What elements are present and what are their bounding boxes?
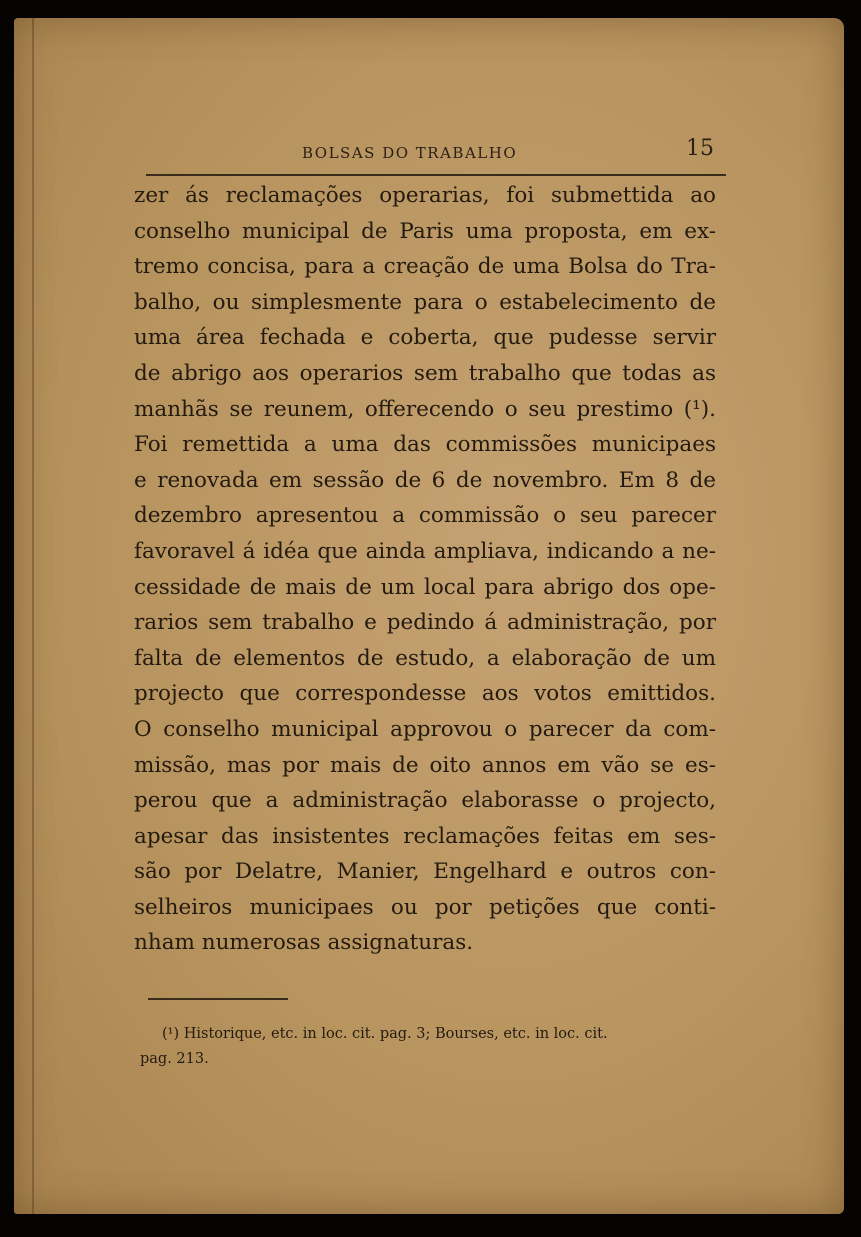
text-line: balho, ou simplesmente para o estabelecimento de	[134, 289, 716, 315]
text-line: de abrigo aos operarios sem trabalho que todas as	[134, 360, 716, 386]
footnote-line: pag. 213.	[140, 1051, 209, 1067]
text-line: projecto que correspondesse aos votos emittidos.	[134, 681, 716, 707]
text-line: tremo concisa, para a creação de uma Bolsa do Tra-	[134, 254, 716, 280]
text-line: apesar das insistentes reclamações feitas em ses-	[134, 823, 716, 849]
footnote	[140, 1022, 720, 1072]
text-line: nham numerosas assignaturas.	[134, 930, 474, 956]
text-line: e renovada em sessão de 6 de novembro. Em 8 de	[134, 467, 716, 493]
text-line: são por Delatre, Manier, Engelhard e outros con-	[134, 859, 716, 885]
text-line: O conselho municipal approvou o parecer da com-	[134, 716, 716, 742]
text-line: cessidade de mais de um local para abrigo dos ope-	[134, 574, 716, 600]
text-line: dezembro apresentou a commissão o seu parecer	[134, 503, 716, 529]
footnote-rule	[148, 998, 288, 1000]
text-line: missão, mas por mais de oito annos em vão se es-	[134, 752, 716, 778]
header-rule	[146, 174, 726, 176]
footnote-line: (¹) Historique, etc. in loc. cit. pag. 3; Bourses, etc. in loc. cit.	[162, 1026, 608, 1042]
text-line: zer ás reclamações operarias, foi submettida ao	[134, 183, 716, 208]
text-line: uma área fechada e coberta, que pudesse servir	[134, 325, 716, 351]
page-number: 15	[686, 136, 714, 161]
text-line: favoravel á idéa que ainda ampliava, indicando a ne-	[134, 538, 716, 564]
text-line: falta de elementos de estudo, a elaboração de um	[134, 645, 716, 671]
text-line: perou que a administração elaborasse o projecto,	[134, 788, 716, 814]
running-title: BOLSAS DO TRABALHO	[302, 144, 518, 162]
text-line: rarios sem trabalho e pedindo á administração, por	[134, 610, 716, 636]
page-header	[134, 134, 724, 174]
text-line: Foi remettida a uma das commissões municipaes	[134, 432, 716, 458]
body-text	[134, 178, 716, 961]
text-line: manhãs se reunem, offerecendo o seu prestimo (¹).	[134, 396, 716, 422]
text-line: conselho municipal de Paris uma proposta, em ex-	[134, 218, 716, 244]
text-line: selheiros municipaes ou por petições que conti-	[134, 894, 716, 920]
